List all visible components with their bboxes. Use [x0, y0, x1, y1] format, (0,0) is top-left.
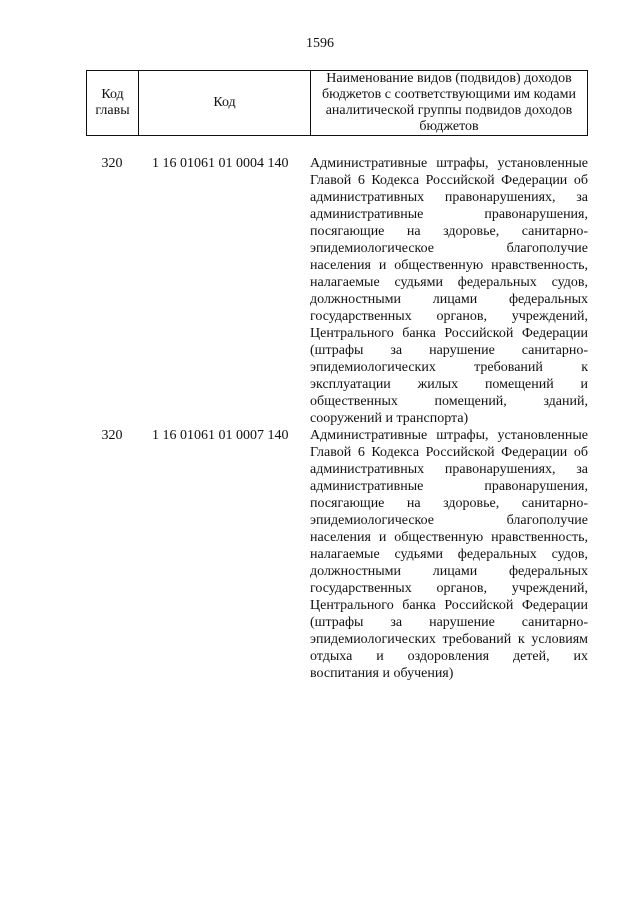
- row-name-line: эпидемиологическое благополучие: [310, 241, 588, 256]
- row-name-line: должностными лицами федеральных: [310, 292, 588, 307]
- row-name-line: (штрафы за нарушение санитарно-: [310, 343, 588, 358]
- row-name-line: отдыха и оздоровления детей, их: [310, 649, 588, 664]
- row-name-line: Главой 6 Кодекса Российской Федерации об: [310, 173, 588, 188]
- header-code: [139, 71, 311, 135]
- header-name: [311, 71, 587, 135]
- row-chapter-code: 320: [101, 428, 123, 443]
- table-row: [86, 427, 588, 682]
- row-name-line: Административные штрафы, установленные: [310, 428, 588, 443]
- table-row: [86, 155, 588, 427]
- row-name-line: эпидемиологическое благополучие: [310, 513, 588, 528]
- row-name-line: эпидемиологических требований к условиям: [310, 632, 588, 647]
- row-name-line: административные правонарушения,: [310, 479, 588, 494]
- row-name-line: посягающие на здоровье, санитарно-: [310, 224, 588, 239]
- row-name-line: государственных органов, учреждений,: [310, 309, 588, 324]
- row-name-line: Центрального банка Российской Федерации: [310, 598, 588, 613]
- page-number: 1596: [306, 36, 334, 51]
- row-name-line: административных правонарушениях, за: [310, 462, 588, 477]
- table-header: [86, 70, 588, 136]
- row-name-line: населения и общественную нравственность,: [310, 530, 588, 545]
- row-name-line: должностными лицами федеральных: [310, 564, 588, 579]
- header-chapter-code-label: Код главы: [95, 87, 130, 118]
- row-chapter-code: 320: [101, 156, 123, 171]
- row-name-line: сооружений и транспорта): [310, 411, 469, 426]
- row-name: [310, 427, 588, 682]
- row-code: 1 16 01061 01 0007 140: [152, 428, 289, 443]
- row-code: 1 16 01061 01 0004 140: [152, 156, 289, 171]
- row-name-line: (штрафы за нарушение санитарно-: [310, 615, 588, 630]
- row-name-line: налагаемые судьями федеральных судов,: [310, 275, 588, 290]
- row-name-line: Административные штрафы, установленные: [310, 156, 588, 171]
- row-name-line: административных правонарушениях, за: [310, 190, 588, 205]
- row-name-line: Центрального банка Российской Федерации: [310, 326, 588, 341]
- row-name-line: эпидемиологических требований к: [310, 360, 588, 375]
- table-body: [86, 155, 588, 682]
- header-name-label: Наименование видов (подвидов) доходов бюджетов с соответствующими им кодами аналитической группы подвидов доходов бюджетов: [322, 71, 576, 134]
- header-code-label: Код: [213, 95, 236, 110]
- row-name-line: государственных органов, учреждений,: [310, 581, 588, 596]
- row-name-line: эксплуатации жилых помещений и: [310, 377, 588, 392]
- row-name-line: воспитания и обучения): [310, 666, 454, 681]
- row-name-line: налагаемые судьями федеральных судов,: [310, 547, 588, 562]
- row-name-line: административные правонарушения,: [310, 207, 588, 222]
- row-name-line: Главой 6 Кодекса Российской Федерации об: [310, 445, 588, 460]
- header-chapter-code: [87, 71, 139, 135]
- row-name-line: общественных помещений, зданий,: [310, 394, 588, 409]
- row-name-line: населения и общественную нравственность,: [310, 258, 588, 273]
- row-name: [310, 155, 588, 427]
- row-name-line: посягающие на здоровье, санитарно-: [310, 496, 588, 511]
